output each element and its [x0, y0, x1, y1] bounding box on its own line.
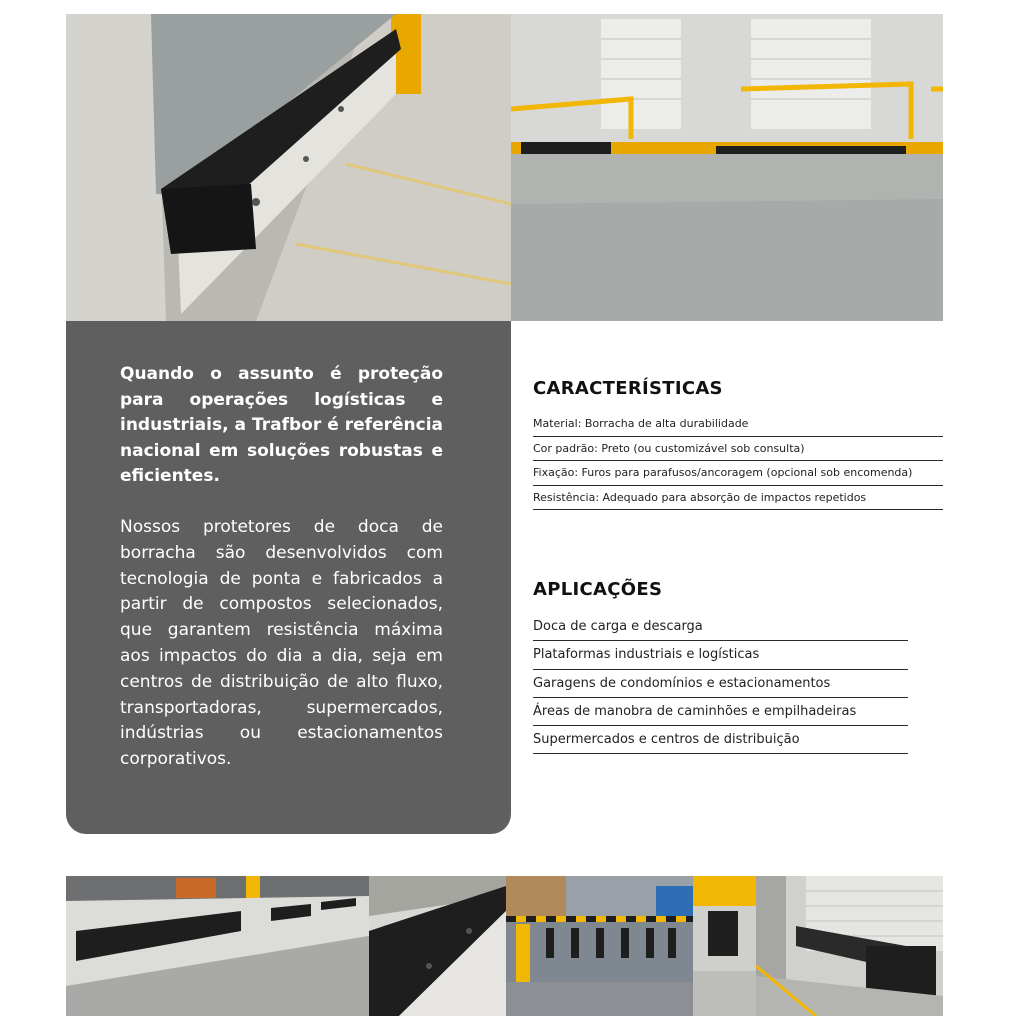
- photo-dock-yellow-rails: [511, 14, 943, 321]
- photo-dock-wall-bumpers: [66, 876, 369, 1016]
- photo-bumper-corner: [369, 876, 506, 1016]
- application-item: Áreas de manobra de caminhões e empilhadeiras: [533, 698, 908, 726]
- feature-item: Cor padrão: Preto (ou customizável sob consulta): [533, 437, 943, 462]
- feature-item: Material: Borracha de alta durabilidade: [533, 412, 943, 437]
- applications-title: APLICAÇÕES: [533, 579, 663, 600]
- photo-bumper-block: [693, 876, 756, 1016]
- application-item: Plataformas industriais e logísticas: [533, 641, 908, 669]
- applications-list: [533, 613, 908, 754]
- features-title: CARACTERÍSTICAS: [533, 378, 723, 399]
- application-item: Garagens de condomínios e estacionamentos: [533, 670, 908, 698]
- intro-text: Quando o assunto é proteção para operações logísticas e industriais, a Trafbor é referência nacional em soluções robustas e eficientes.: [120, 364, 443, 487]
- photo-dock-striped-pillars: [506, 876, 693, 1016]
- application-item: Supermercados e centros de distribuição: [533, 726, 908, 754]
- photo-dock-leveler: [756, 876, 943, 1016]
- body-text: Nossos protetores de doca de borracha são desenvolvidos com tecnologia de ponta e fabricados a partir de compostos selecionados, que garantem resistência máxima aos impactos do dia a dia, seja em centros de distribuição de alto fluxo, transportadoras, supermercados, indústrias ou estacionamentos corporativos.: [120, 517, 443, 770]
- features-list: [533, 412, 943, 510]
- photo-bumper-closeup: [66, 14, 511, 321]
- feature-item: Resistência: Adequado para absorção de impactos repetidos: [533, 486, 943, 511]
- application-item: Doca de carga e descarga: [533, 613, 908, 641]
- feature-item: Fixação: Furos para parafusos/ancoragem (opcional sob encomenda): [533, 461, 943, 486]
